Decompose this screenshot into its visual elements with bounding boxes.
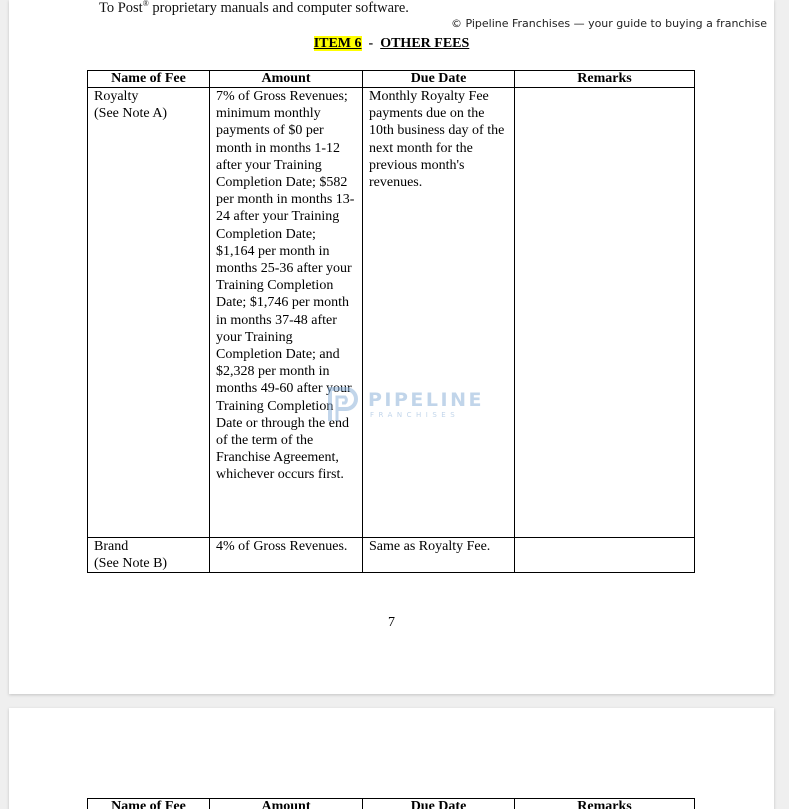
header-due-date: Due Date [363, 799, 515, 809]
fee-remarks-cell [515, 538, 695, 573]
header-amount: Amount [210, 799, 363, 809]
watermark-line2: FRANCHISES [370, 411, 460, 419]
header-name-of-fee: Name of Fee [88, 71, 210, 88]
watermark-line1: PIPELINE [368, 389, 484, 411]
header-amount: Amount [210, 71, 363, 88]
fee-name-cell: Brand (See Note B) [88, 538, 210, 573]
document-page-7 [9, 0, 774, 694]
fee-name-cell: Royalty (See Note A) [88, 88, 210, 538]
other-fees-table-continued [87, 798, 695, 809]
fee-amount-cell: 4% of Gross Revenues. [210, 538, 363, 573]
page-number: 7 [388, 615, 395, 630]
fee-amount-cell: 7% of Gross Revenues; minimum monthly payments of $0 per month in months 1-12 after your Training Completion Date; $582 per month in months 13-24 after your Training Completion Date; $1,164 per month in months 25-36 after your Training Completion Date; $1,746 per month in months 37-48 after your Training Completion Date; and $2,328 per month in months 49-60 after your Training Completion Date or through the end of the term of the Franchise Agreement, whichever occurs first. [210, 88, 363, 538]
pipeline-logo-icon [326, 385, 364, 423]
table-row [88, 88, 695, 538]
section-title: ITEM 6 - OTHER FEES [313, 36, 470, 51]
pipeline-franchises-watermark [326, 385, 484, 423]
header-remarks: Remarks [515, 799, 695, 809]
section-number-highlight: ITEM 6 [313, 36, 362, 51]
table-row [88, 538, 695, 573]
other-fees-table [87, 70, 695, 573]
fee-due-date-cell: Same as Royalty Fee. [363, 538, 515, 573]
header-due-date: Due Date [363, 71, 515, 88]
section-name: OTHER FEES [380, 36, 470, 51]
previous-section-text: To Post® proprietary manuals and computer software. [99, 0, 409, 16]
header-name-of-fee: Name of Fee [88, 799, 210, 809]
table-header-row [88, 71, 695, 88]
table-header-row [88, 799, 695, 809]
document-page-8 [9, 708, 774, 809]
copyright-notice: © Pipeline Franchises — your guide to buying a franchise [450, 17, 767, 30]
header-remarks: Remarks [515, 71, 695, 88]
fee-due-date-cell: Monthly Royalty Fee payments due on the 10th business day of the next month for the previous month's revenues. [363, 88, 515, 538]
fee-remarks-cell [515, 88, 695, 538]
